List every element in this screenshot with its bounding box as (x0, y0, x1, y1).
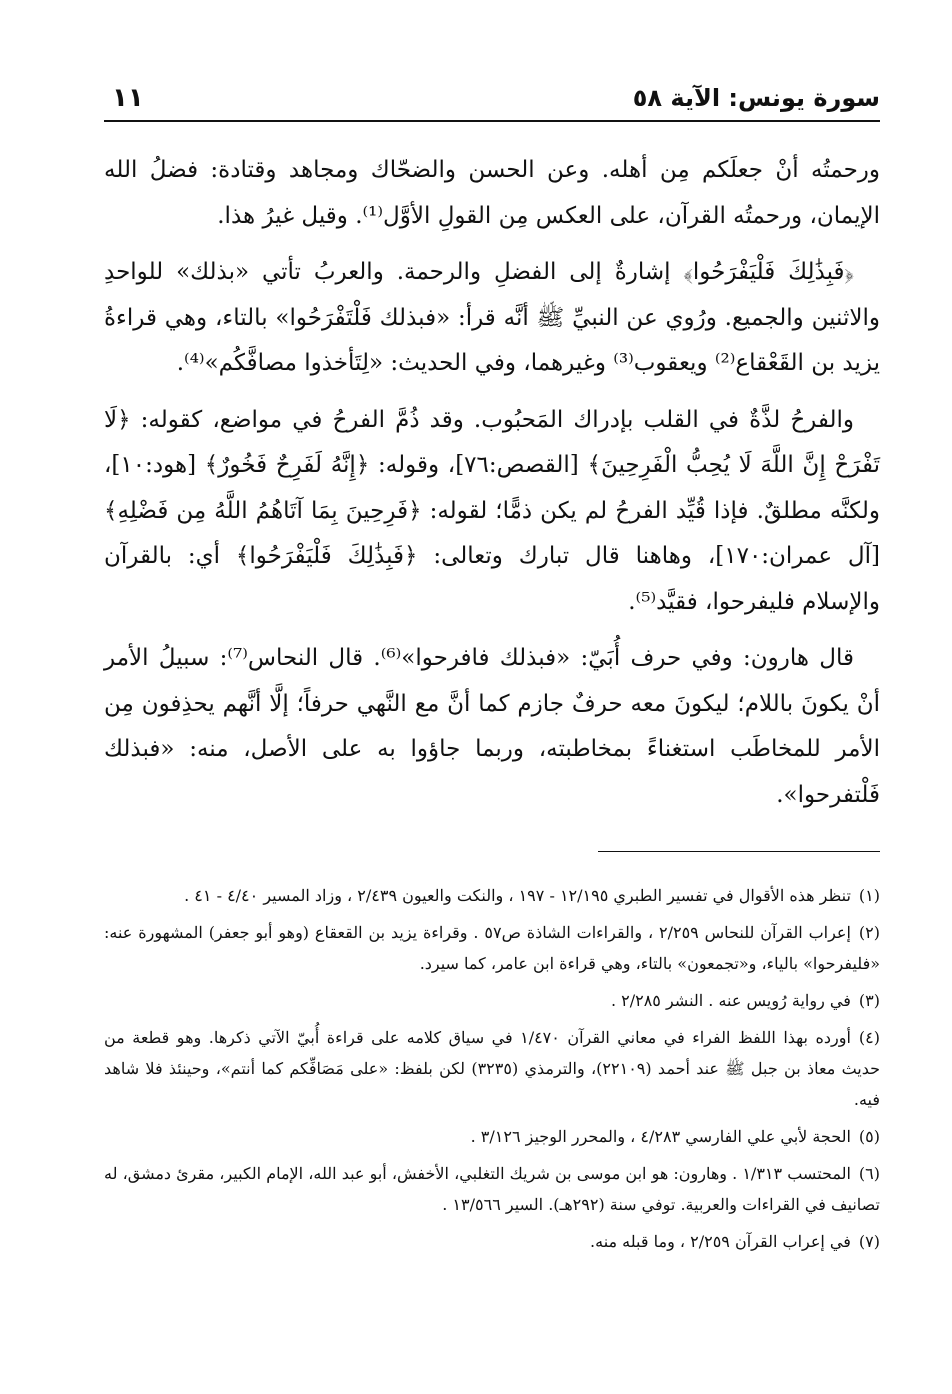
paragraph-3: والفرحُ لذَّةٌ في القلب بإدراك المَحبُوب. وقد ذُمَّ الفرحُ في مواضع، كقوله: ﴿لَا تَفْرَحْ إِنَّ اللَّهَ لَا يُحِبُّ الْفَرِحِينَ﴾ [القصص:٧٦]، وقوله: ﴿إِنَّهُ لَفَرِحٌ فَخُورٌ﴾ [هود:١٠]، ولكنَّه مطلقٌ. فإذا قُيِّد الفرحُ لم يكن ذمًّا؛ لقوله: ﴿فَرِحِينَ بِمَا آتَاهُمُ اللَّهُ مِن فَضْلِهِ﴾ [آل عمران:١٧٠]، وهاهنا قال تبارك وتعالى: ﴿فَبِذَٰلِكَ فَلْيَفْرَحُوا﴾ أي: بالقرآن والإسلام فليفرحوا، فقيَّد⁽⁵⁾. (104, 406, 880, 615)
footnote-text: تنظر هذه الأقوال في تفسير الطبري ١٢/١٩٥ - ١٩٧ ، والنكت والعيون ٢/٤٣٩ ، وزاد المسير ٤/٤٠ - ٤١ . (184, 886, 851, 905)
footnote-text: إعراب القرآن للنحاس ٢/٢٥٩ ، والقراءات الشاذة ص٥٧ . وقراءة يزيد بن القعقاع (وهو أبو جعفر) المشهورة عنه: «فليفرحوا» بالياء، و«تجمعون» بالتاء، وهي قراءة ابن عامر، كما سيرد. (104, 923, 880, 973)
footnote-text: أورده بهذا اللفظ الفراء في معاني القرآن ١/٤٧٠ في سياق كلامه على قراءة أُبيّ الآتي ذكرها. وهو قطعة من حديث معاذ بن جبل ﷺ عند أحمد (٢٢١٠٩)، والترمذي (٣٢٣٥) لكن بلفظ: «على مَصَافِّكم كما أنتم»، وحينئذ فلا شاهد فيه. (104, 1028, 881, 1109)
footnote-2 (104, 917, 880, 979)
footnote-text: الحجة لأبي علي الفارسي ٤/٢٨٣ ، والمحرر الوجيز ٣/١٢٦ . (470, 1127, 851, 1146)
footnote-text: في رواية رُويس عنه . النشر ٢/٢٨٥ . (610, 991, 851, 1010)
footnote-mark: (٣) (858, 991, 880, 1010)
footnote-text: في إعراب القرآن ٢/٢٥٩ ، وما قبله منه. (590, 1232, 851, 1251)
footnotes (104, 880, 880, 1263)
footnote-mark: (٦) (858, 1164, 881, 1183)
footnote-5 (104, 1121, 880, 1152)
footnote-mark: (٢) (858, 923, 880, 942)
footnote-mark: (٥) (858, 1127, 880, 1146)
footnote-mark: (١) (858, 886, 880, 905)
paragraph-2: ﴿فَبِذَٰلِكَ فَلْيَفْرَحُوا﴾ إشارةٌ إلى الفضلِ والرحمة. والعربُ تأتي «بذلك» للواحدِ والاثنين والجميع. ورُوي عن النبيِّ ﷺ أنَّه قرأ: «فبذلك فَلْتَفْرَحُوا» بالتاء، وهي قراءةُ يزيد بن القَعْقاع⁽²⁾ ويعقوب⁽³⁾ وغيرهما، وفي الحديث: «لِتَأخذوا مصافَّكُم»⁽⁴⁾. (104, 259, 880, 376)
paragraph-1: ورحمتُه أنْ جعلَكم مِن أهله. وعن الحسن والضحّاك ومجاهد وقتادة: فضلُ الله الإيمان، ورحمتُه القرآن، على العكس مِن القولِ الأوَّل⁽¹⁾. وقيل غيرُ هذا. (104, 157, 880, 229)
footnote-mark: (٧) (858, 1232, 880, 1251)
footnote-3 (104, 985, 880, 1016)
main-text (104, 148, 880, 829)
footnote-text: المحتسب ١/٣١٣ . وهارون: هو ابن موسى بن شريك التغلبي، الأخفش، أبو عبد الله، الإمام الكبير، مقرئ دمشق، له تصانيف في القراءات والعربية. توفي سنة (٢٩٢هـ). السير ١٣/٥٦٦ . (104, 1164, 880, 1214)
footnote-mark: (٤) (858, 1028, 880, 1047)
paragraph-4: قال هارون: وفي حرف أُبَيّ: «فبذلك فافرحوا»⁽⁶⁾. قال النحاس⁽⁷⁾: سبيلُ الأمر أنْ يكونَ باللام؛ ليكونَ معه حرفٌ جازم كما أنَّ مع النَّهي حرفاً؛ إلَّا أنَّهم يحذِفون مِن الأمر للمخاطَب استغناءً بمخاطبته، وربما جاؤوا به على الأصل، منه: «فبذلك فَلْتفرحوا». (104, 645, 880, 808)
footnote-6 (104, 1158, 880, 1220)
footnote-7 (104, 1226, 880, 1257)
footnote-1 (104, 880, 880, 911)
footnote-4 (104, 1022, 880, 1115)
page-header (104, 80, 880, 120)
header-divider (104, 120, 880, 122)
running-title: سورة يونس: الآية ٥٨ (632, 84, 880, 112)
footnote-divider (598, 851, 880, 852)
page-number: ١١ (112, 83, 144, 113)
